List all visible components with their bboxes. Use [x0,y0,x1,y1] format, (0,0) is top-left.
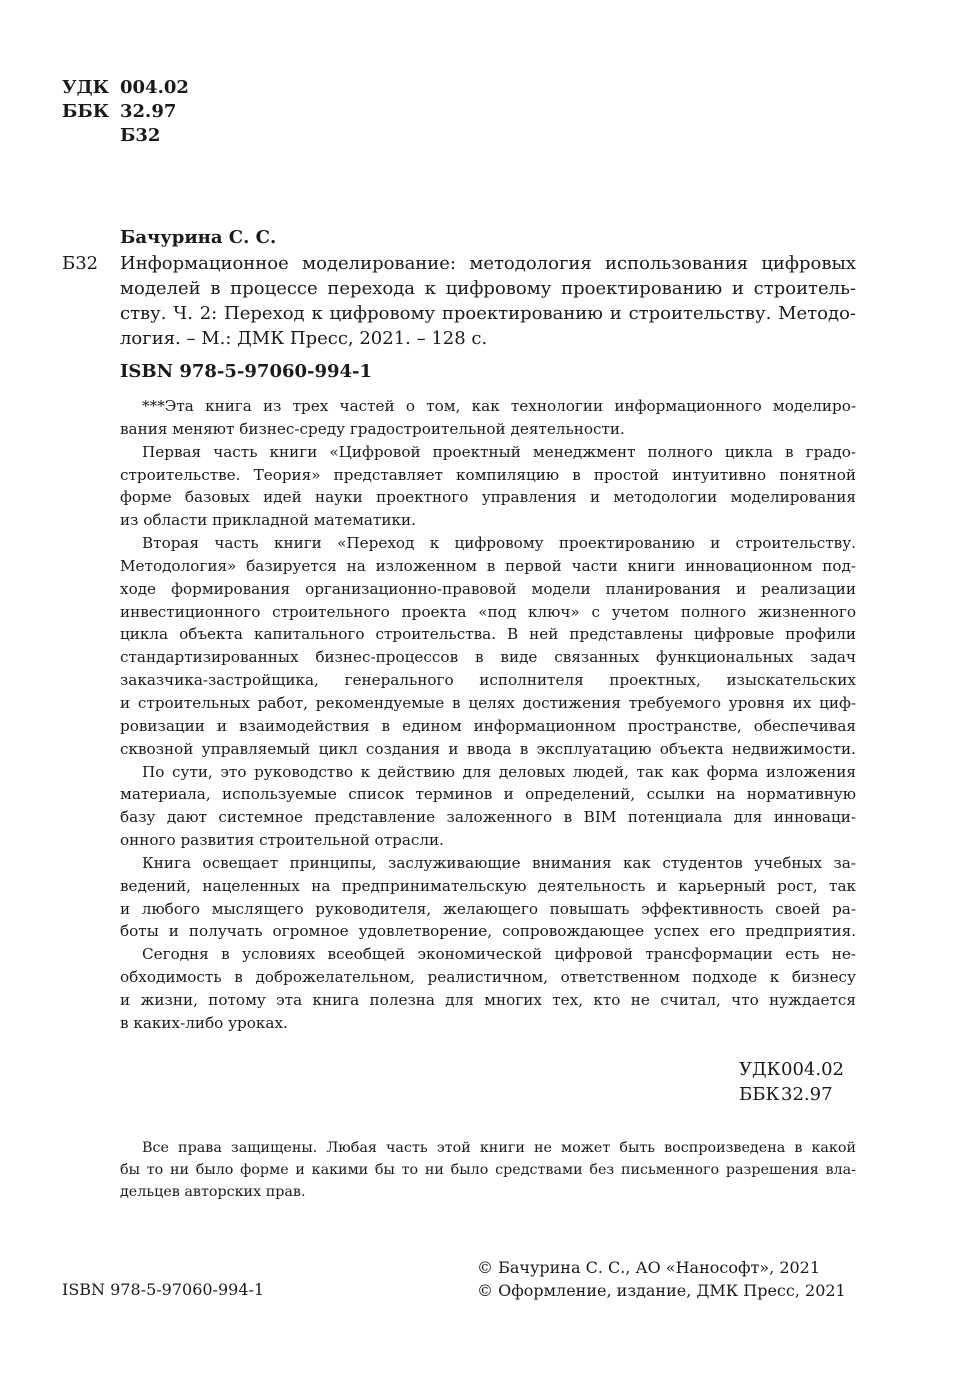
abstract-line: Книга освещает принципы, заслуживающие внимания как студентов учебных за- [142,853,856,872]
bib-line: логия. – М.: ДМК Пресс, 2021. – 128 с. [120,328,488,349]
abstract-line: и строительных работ, рекомендуемые в целях достижения требуемого уровня их циф- [120,693,856,712]
udk-value-right: 004.02 [781,1059,844,1080]
udk-row [62,76,189,100]
abstract-line: онного развития строительной отрасли. [120,831,444,850]
rights-line: дельцев авторских прав. [120,1184,306,1200]
abstract-line: ***Эта книга из трех частей о том, как технологии информационного моделиро- [142,397,856,415]
author-code-row [62,124,189,148]
abstract-line: цикла объекта капитального строительства. В ней представлены цифровые профили [120,625,856,644]
abstract-line: ведений, нацеленных на предпринимательскую деятельность и карьерный рост, так [120,876,856,895]
bibliography-side-code: Б32 [62,253,99,274]
abstract-line: боты и получать огромное удовлетворение, сопровождающее успех его предприятия. [120,922,856,941]
abstract-line: из области прикладной математики. [120,511,416,530]
bbk-label-right: ББК [739,1084,780,1105]
bbk-row [62,100,189,124]
rights-notice [120,1137,856,1203]
copyright-line: © Оформление, издание, ДМК Пресс, 2021 [477,1281,846,1300]
abstract-line: базу дают системное представление заложенного в BIM потенциала для инноваци- [120,808,856,827]
author-name: Бачурина С. С. [120,227,277,248]
abstract-line: Сегодня в условиях всеобщей экономической цифровой трансформации есть не- [142,945,856,964]
rights-line: бы то ни было форме и какими бы то ни было средствами без письменного разрешения вла- [120,1162,856,1178]
copyright-line: © Бачурина С. С., АО «Нанософт», 2021 [477,1258,821,1277]
udk-label: УДК [62,77,109,98]
isbn-heading: ISBN 978-5-97060-994-1 [120,361,373,382]
abstract-line: стандартизированных бизнес-процессов в виде связанных функциональных задач [120,648,856,667]
abstract-line: Первая часть книги «Цифровой проектный менеджмент полного цикла в градо- [142,442,856,461]
bib-line: Информационное моделирование: методология использования цифровых [120,253,856,274]
bbk-value: 32.97 [120,101,177,122]
classification-codes-right [739,1057,844,1107]
abstract-line: По сути, это руководство к действию для деловых людей, так как форма изложения [142,762,856,781]
abstract-line: Вторая часть книги «Переход к цифровому проектированию и строительству. [142,534,856,553]
abstract-line: обходимость в доброжелательном, реалистичном, ответственном подходе к бизнесу [120,968,856,987]
abstract-line: и жизни, потому эта книга полезна для многих тех, кто не считал, что нуждается [120,990,856,1009]
bib-line: ству. Ч. 2: Переход к цифровому проектированию и строительству. Методо- [120,303,856,324]
abstract-line: заказчика-застройщика, генерального исполнителя проектных, изыскательских [120,671,856,690]
abstract-line: ходе формирования организационно-правовой модели планирования и реализации [120,579,856,598]
abstract-line: форме базовых идей науки проектного управления и методологии моделирования [120,488,856,507]
udk-label-right: УДК [739,1059,781,1080]
abstract-line: инвестиционного строительного проекта «под ключ» с учетом полного жизненного [120,602,856,621]
annotation [120,395,856,1035]
abstract-line: ровизации и взаимодействия в едином информационном пространстве, обеспечивая [120,716,856,735]
abstract-line: сквозной управляемый цикл создания и ввода в эксплуатацию объекта недвижимости. [120,739,856,758]
abstract-line: в каких-либо уроках. [120,1013,288,1032]
bibliographic-description [120,251,856,351]
classification-block [62,76,189,148]
abstract-line: строительстве. Теория» представляет компиляцию в простой интуитивно понятной [120,465,856,484]
isbn-footer: ISBN 978-5-97060-994-1 [62,1280,265,1299]
rights-line: Все права защищены. Любая часть этой книги не может быть воспроизведена в какой [142,1140,856,1156]
bib-line: моделей в процессе перехода к цифровому проектированию и строитель- [120,278,856,299]
bbk-value-right: 32.97 [781,1084,833,1105]
abstract-line: вания меняют бизнес-среду градостроительной деятельности. [120,419,625,438]
abstract-line: материала, используемые список терминов и определений, ссылки на нормативную [120,785,856,804]
copyright-notices [477,1256,846,1302]
bbk-label: ББК [62,101,110,122]
udk-value: 004.02 [120,77,189,98]
author-code: Б32 [120,125,161,146]
abstract-line: Методология» базируется на изложенном в первой части книги инновационном под- [120,556,856,575]
abstract-line: и любого мыслящего руководителя, желающего повышать эффективность своей ра- [120,899,856,918]
